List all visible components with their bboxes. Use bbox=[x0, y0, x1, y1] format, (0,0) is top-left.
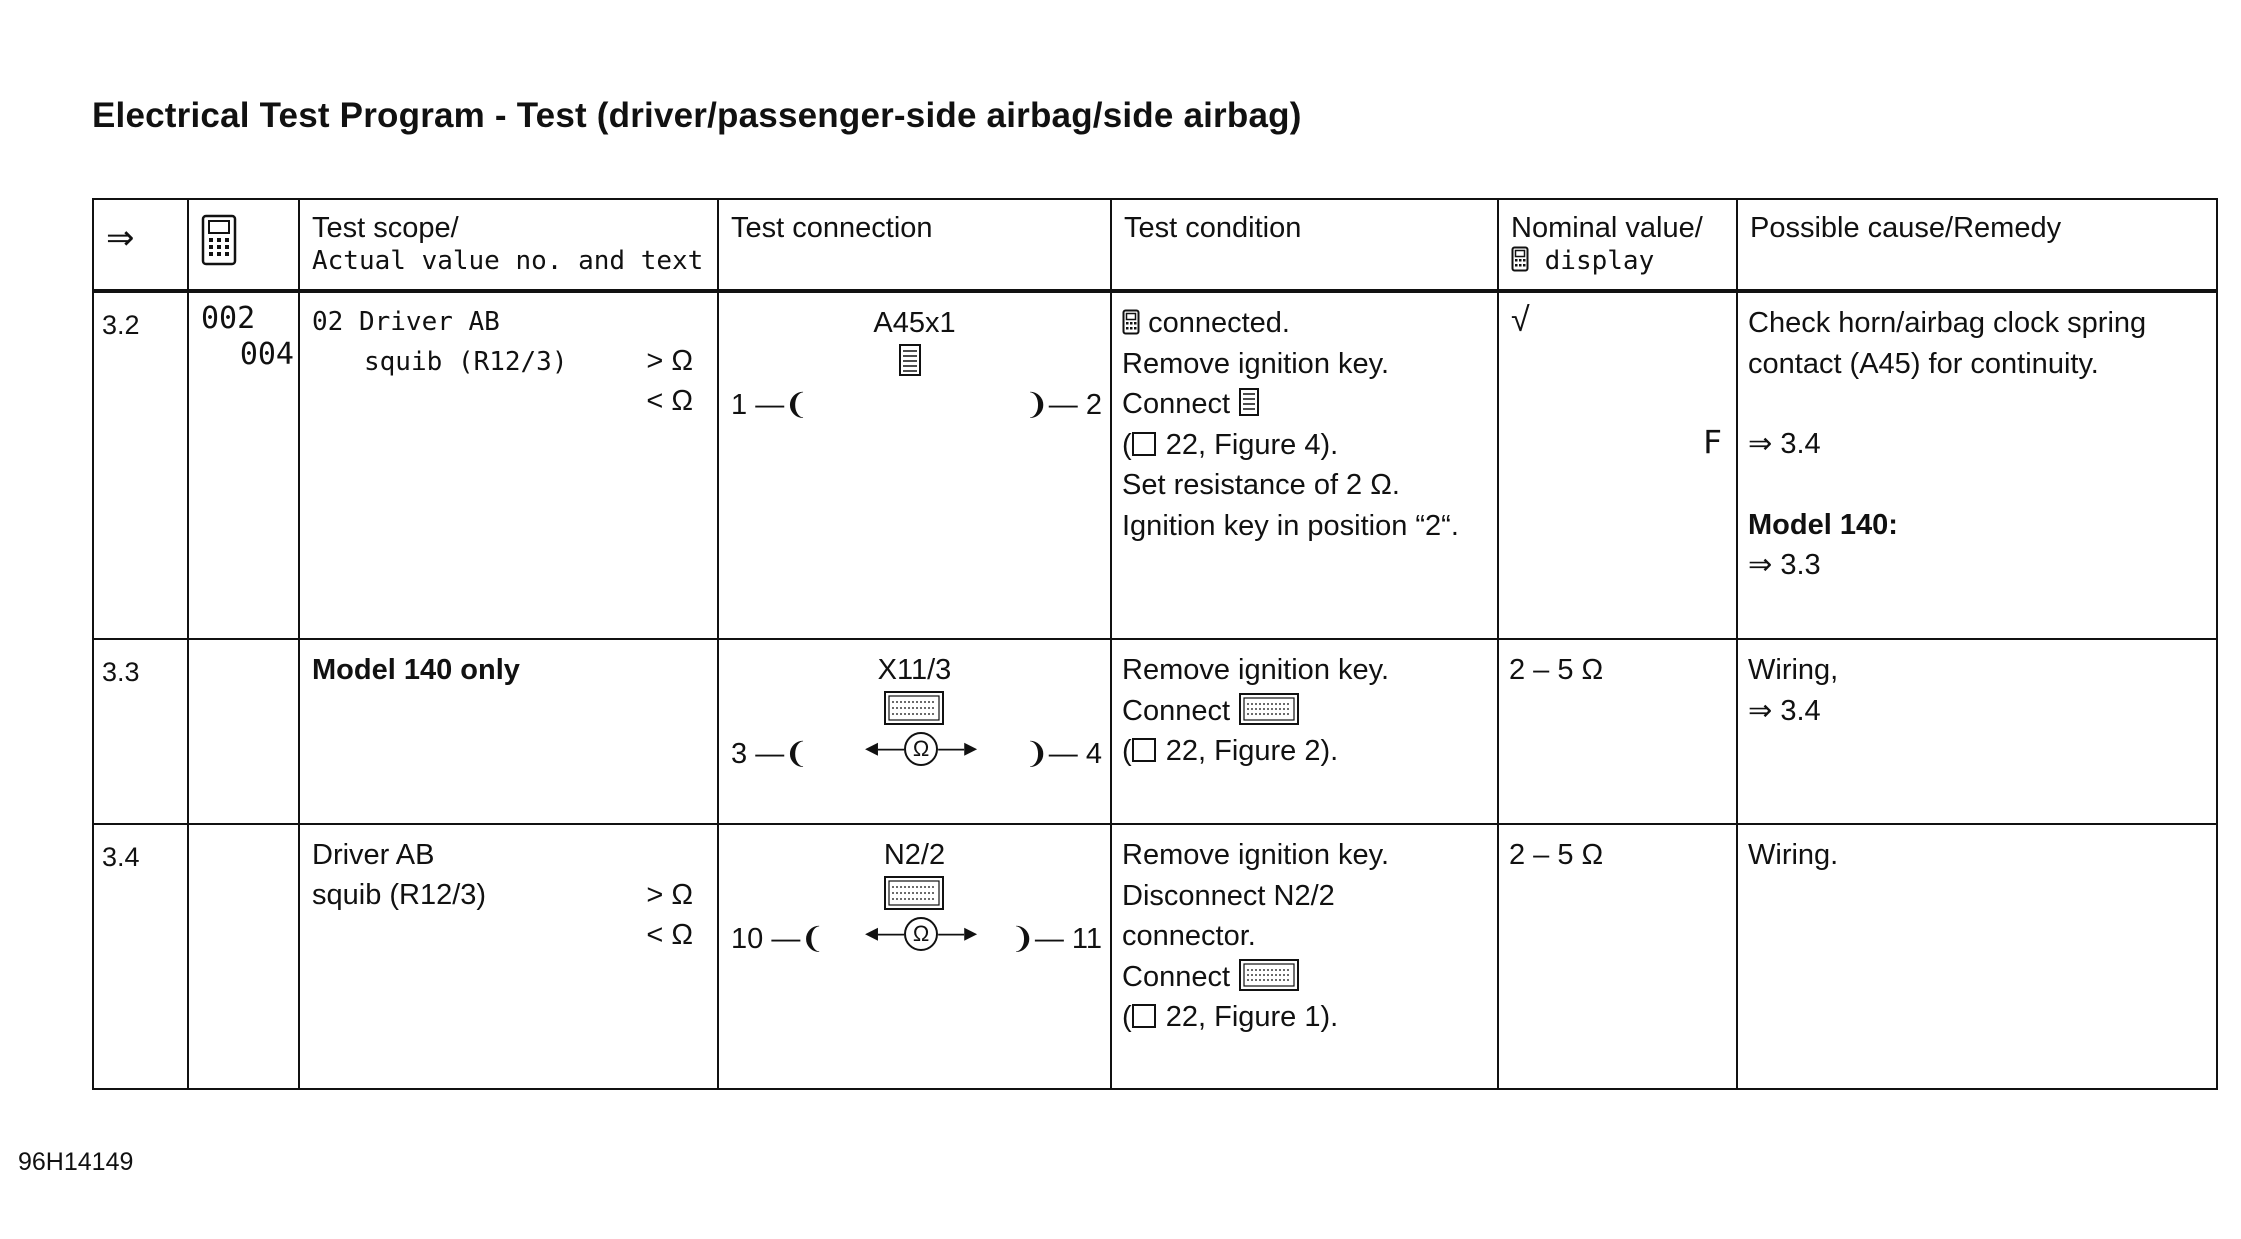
scope-cell: Model 140 only bbox=[299, 639, 718, 824]
code-cell bbox=[188, 291, 299, 639]
ohmmeter-icon: ◂— Ω —▸ bbox=[865, 732, 977, 766]
pin-right: ❩— 2 bbox=[1024, 389, 1102, 421]
pin-left: 1 —❨ bbox=[731, 389, 809, 421]
manual-reference-icon bbox=[1132, 738, 1156, 762]
manual-reference-icon bbox=[1132, 1004, 1156, 1028]
code-cell bbox=[188, 824, 299, 1089]
cause-cell: Check horn/airbag clock spring contact (A45) for continuity. ⇒ 3.4 Model 140: ⇒ 3.3 bbox=[1737, 291, 2217, 639]
connector-block-icon bbox=[1238, 692, 1300, 726]
code-value: 004 bbox=[239, 337, 294, 372]
connection-cell bbox=[718, 291, 1111, 639]
code-cell bbox=[188, 639, 299, 824]
impulse-counter-small-icon bbox=[1511, 246, 1529, 272]
condition-cell: Remove ignition key. Disconnect N2/2 connector. Connect ( 22, Figure 1). bbox=[1111, 824, 1498, 1089]
impulse-counter-device-icon bbox=[201, 214, 237, 266]
header-cause: Possible cause/Remedy bbox=[1737, 199, 2217, 291]
nominal-cell: 2 – 5 Ω bbox=[1498, 639, 1737, 824]
header-connection: Test connection bbox=[718, 199, 1111, 291]
table-row bbox=[93, 639, 2217, 824]
pin-left: 3 —❨ bbox=[731, 738, 809, 770]
impulse-counter-small-icon bbox=[1122, 309, 1140, 335]
figure-reference: ( 22, Figure 2). bbox=[1122, 735, 1339, 767]
connection-cell bbox=[718, 639, 1111, 824]
header-scope: Test scope/ Actual value no. and text bbox=[299, 199, 718, 291]
cause-cell: Wiring, ⇒ 3.4 bbox=[1737, 639, 2217, 824]
table-row bbox=[93, 824, 2217, 1089]
condition-cell: connected. Remove ignition key. Connect ( 22, Figure 4). Set resistance of 2 Ω. Ignition key in position “2“. bbox=[1111, 291, 1498, 639]
goto-link[interactable]: ⇒ 3.3 bbox=[1748, 549, 1821, 581]
header-step: ⇒ bbox=[93, 199, 188, 291]
goto-link[interactable]: ⇒ 3.4 bbox=[1748, 694, 1821, 727]
connector-label: A45x1 bbox=[873, 307, 956, 339]
manual-reference-icon bbox=[1132, 432, 1156, 456]
nominal-cell: 2 – 5 Ω bbox=[1498, 824, 1737, 1089]
pin-right: ❩— 11 bbox=[1010, 923, 1102, 955]
lcd-f-indicator: F bbox=[1702, 423, 1722, 461]
step-cell: 3.3 bbox=[93, 639, 188, 824]
checkmark-icon: √ bbox=[1511, 301, 1530, 339]
pin-left: 10 —❨ bbox=[731, 923, 825, 955]
code-value: 002 bbox=[201, 301, 256, 336]
ohmmeter-icon: ◂— Ω —▸ bbox=[865, 917, 977, 951]
header-device bbox=[188, 199, 299, 291]
test-table bbox=[92, 198, 2218, 1090]
header-condition: Test condition bbox=[1111, 199, 1498, 291]
scope-cell: Driver AB squib (R12/3) > Ω < Ω bbox=[299, 824, 718, 1089]
connector-icon bbox=[897, 343, 923, 377]
figure-code: 96H14149 bbox=[18, 1148, 134, 1176]
header-nominal: Nominal value/ display bbox=[1498, 199, 1737, 291]
cause-cell: Wiring. bbox=[1737, 824, 2217, 1089]
step-cell: 3.4 bbox=[93, 824, 188, 1089]
connector-block-icon bbox=[1238, 958, 1300, 992]
connector-block-icon bbox=[883, 875, 945, 911]
table-row bbox=[93, 291, 2217, 639]
connector-label: N2/2 bbox=[883, 839, 946, 871]
pin-right: ❩— 4 bbox=[1024, 738, 1102, 770]
page-title: Electrical Test Program - Test (driver/passenger-side airbag/side airbag) bbox=[92, 96, 1302, 135]
figure-reference: ( 22, Figure 4). bbox=[1122, 428, 1339, 461]
scope-cell: 02 Driver AB squib (R12/3) > Ω < Ω bbox=[299, 291, 718, 639]
connector-icon bbox=[1238, 387, 1260, 417]
step-cell: 3.2 bbox=[93, 291, 188, 639]
connector-block-icon bbox=[883, 690, 945, 726]
goto-link[interactable]: ⇒ 3.4 bbox=[1748, 428, 1821, 460]
figure-reference: ( 22, Figure 1). bbox=[1122, 1001, 1339, 1033]
connection-cell bbox=[718, 824, 1111, 1089]
nominal-cell bbox=[1498, 291, 1737, 639]
condition-cell: Remove ignition key. Connect ( 22, Figure 2). bbox=[1111, 639, 1498, 824]
table-header-row bbox=[93, 199, 2217, 291]
connector-label: X11/3 bbox=[877, 654, 952, 686]
